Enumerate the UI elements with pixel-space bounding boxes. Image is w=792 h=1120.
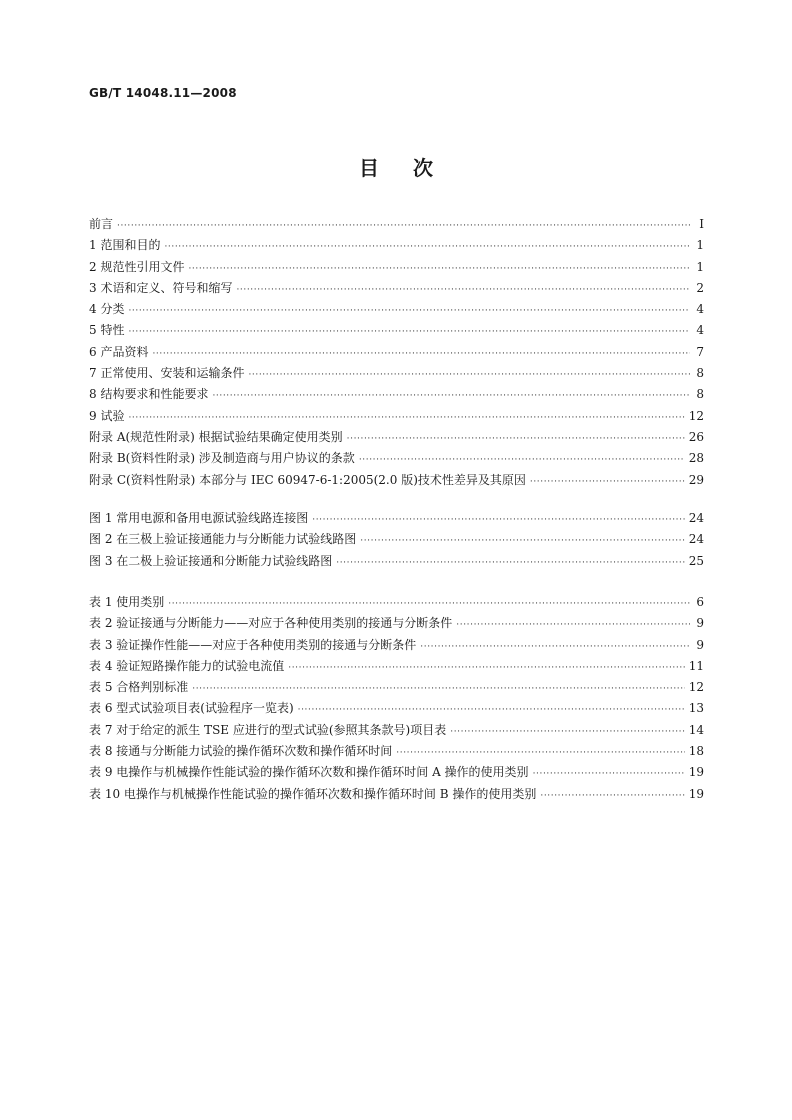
dot-leader bbox=[152, 344, 690, 365]
toc-entry[interactable] bbox=[89, 784, 704, 805]
dot-leader bbox=[117, 216, 690, 237]
toc-entry[interactable] bbox=[89, 551, 704, 572]
toc-entry[interactable] bbox=[89, 299, 704, 320]
toc-entry-page: 9 bbox=[696, 637, 704, 652]
toc-entry[interactable] bbox=[89, 529, 704, 550]
dot-leader bbox=[212, 386, 690, 407]
toc-entry-page: 13 bbox=[688, 701, 704, 716]
toc-entry[interactable] bbox=[89, 592, 704, 613]
dot-leader bbox=[288, 658, 684, 679]
toc-entry[interactable] bbox=[89, 656, 704, 677]
dot-leader bbox=[359, 450, 685, 471]
toc-entry[interactable] bbox=[89, 427, 704, 448]
dot-leader bbox=[456, 615, 690, 636]
toc-entry-title: 9 试验 bbox=[89, 408, 125, 423]
toc-entry[interactable] bbox=[89, 214, 704, 235]
toc-entry-title: 4 分类 bbox=[89, 302, 125, 317]
toc-entry[interactable] bbox=[89, 406, 704, 427]
toc-entry-page: 19 bbox=[688, 786, 704, 801]
toc-entry-title: 表 1 使用类别 bbox=[89, 595, 165, 609]
toc-entry-title: 表 2 验证接通与分断能力——对应于各种使用类别的接通与分断条件 bbox=[89, 616, 453, 631]
toc-entry-title: 表 5 合格判别标准 bbox=[89, 680, 189, 695]
dot-leader bbox=[360, 531, 684, 552]
toc-tables bbox=[89, 592, 704, 805]
toc-entry[interactable] bbox=[89, 613, 704, 634]
toc-entry[interactable] bbox=[89, 278, 704, 299]
dot-leader bbox=[168, 594, 690, 615]
toc-entry-title: 表 8 接通与分断能力试验的操作循环次数和操作循环时间 bbox=[89, 744, 393, 759]
toc-entry-title: 表 9 电操作与机械操作性能试验的操作循环次数和操作循环时间 A 操作的使用类别 bbox=[89, 765, 529, 780]
toc-entry-page: 24 bbox=[688, 532, 704, 547]
toc-entry-page: 8 bbox=[696, 387, 704, 402]
toc-entry-page: 1 bbox=[696, 238, 704, 253]
toc-entry-page: 8 bbox=[696, 366, 704, 381]
toc-entry-title: 附录 B(资料性附录) 涉及制造商与用户协议的条款 bbox=[89, 451, 355, 466]
toc-entry-title: 表 3 验证操作性能——对应于各种使用类别的接通与分断条件 bbox=[89, 637, 417, 652]
toc-entry-page: Ⅰ bbox=[699, 217, 704, 231]
toc-entry-title: 图 2 在三极上验证接通能力与分断能力试验线路图 bbox=[89, 532, 357, 547]
toc-entry[interactable] bbox=[89, 470, 704, 491]
toc-entry-page: 24 bbox=[688, 511, 704, 525]
dot-leader bbox=[128, 322, 690, 343]
toc-entry[interactable] bbox=[89, 762, 704, 783]
toc-entry-title: 7 正常使用、安装和运输条件 bbox=[89, 366, 245, 381]
toc-entry-title: 图 1 常用电源和备用电源试验线路连接图 bbox=[89, 511, 309, 525]
toc-entry-title: 表 4 验证短路操作能力的试验电流值 bbox=[89, 658, 285, 673]
page-title: 目次 bbox=[359, 156, 467, 180]
toc-entry[interactable] bbox=[89, 342, 704, 363]
dot-leader bbox=[312, 510, 684, 531]
toc-entry-title: 2 规范性引用文件 bbox=[89, 259, 185, 274]
toc-entry[interactable] bbox=[89, 384, 704, 405]
toc-entry-page: 25 bbox=[688, 553, 704, 568]
dot-leader bbox=[336, 553, 684, 574]
toc-entry[interactable] bbox=[89, 698, 704, 719]
toc-chapters bbox=[89, 214, 704, 491]
toc-entry-title: 1 范围和目的 bbox=[89, 238, 161, 253]
toc-entry-page: 28 bbox=[688, 451, 704, 466]
dot-leader bbox=[188, 259, 690, 280]
toc-entry-page: 29 bbox=[688, 472, 704, 487]
toc-entry-page: 11 bbox=[688, 658, 704, 673]
toc-entry[interactable] bbox=[89, 741, 704, 762]
dot-leader bbox=[248, 365, 690, 386]
toc-entry-page: 19 bbox=[688, 765, 704, 780]
dot-leader bbox=[540, 786, 684, 807]
toc-entry-title: 8 结构要求和性能要求 bbox=[89, 387, 209, 402]
dot-leader bbox=[236, 280, 690, 301]
dot-leader bbox=[192, 679, 684, 700]
toc-entry-page: 4 bbox=[696, 323, 704, 338]
toc-entry-page: 7 bbox=[696, 344, 704, 359]
toc-entry-page: 12 bbox=[688, 680, 704, 695]
dot-leader bbox=[533, 764, 685, 785]
dot-leader bbox=[450, 722, 684, 743]
dot-leader bbox=[128, 301, 690, 322]
toc-entry[interactable] bbox=[89, 677, 704, 698]
toc-entry[interactable] bbox=[89, 235, 704, 256]
toc-entry[interactable] bbox=[89, 508, 704, 529]
toc-entry-title: 5 特性 bbox=[89, 323, 125, 338]
dot-leader bbox=[164, 237, 690, 258]
dot-leader bbox=[347, 429, 685, 450]
toc-entry-title: 图 3 在二极上验证接通和分断能力试验线路图 bbox=[89, 553, 333, 568]
toc-entry-page: 26 bbox=[688, 429, 704, 444]
toc-entry[interactable] bbox=[89, 635, 704, 656]
toc-entry-title: 附录 A(规范性附录) 根据试验结果确定使用类别 bbox=[89, 429, 343, 444]
standard-number: GB/T 14048.11—2008 bbox=[89, 86, 237, 100]
toc-entry-title: 表 10 电操作与机械操作性能试验的操作循环次数和操作循环时间 B 操作的使用类别 bbox=[89, 786, 537, 801]
toc-entry-page: 1 bbox=[696, 259, 704, 274]
toc-figures bbox=[89, 508, 704, 572]
toc-entry-page: 9 bbox=[696, 616, 704, 631]
toc-entry-title: 前言 bbox=[89, 217, 114, 231]
dot-leader bbox=[530, 472, 685, 493]
toc-entry[interactable] bbox=[89, 720, 704, 741]
toc-entry-page: 12 bbox=[688, 408, 704, 423]
dot-leader bbox=[128, 408, 684, 429]
toc-entry[interactable] bbox=[89, 257, 704, 278]
toc-entry-page: 18 bbox=[688, 744, 704, 759]
toc-entry[interactable] bbox=[89, 448, 704, 469]
toc-entry-title: 附录 C(资料性附录) 本部分与 IEC 60947-6-1:2005(2.0 版)技术性差异及其原因 bbox=[89, 472, 526, 487]
toc-entry-title: 表 7 对于给定的派生 TSE 应进行的型式试验(参照其条款号)项目表 bbox=[89, 722, 447, 737]
toc-entry[interactable] bbox=[89, 363, 704, 384]
dot-leader bbox=[420, 637, 690, 658]
toc-entry-title: 6 产品资料 bbox=[89, 344, 149, 359]
dot-leader bbox=[298, 700, 685, 721]
toc-entry-page: 4 bbox=[696, 302, 704, 317]
toc-entry-title: 3 术语和定义、符号和缩写 bbox=[89, 280, 233, 295]
toc-entry-page: 14 bbox=[688, 722, 704, 737]
toc-entry-title: 表 6 型式试验项目表(试验程序一览表) bbox=[89, 701, 294, 716]
dot-leader bbox=[396, 743, 684, 764]
toc-entry-page: 6 bbox=[696, 595, 704, 609]
toc-entry[interactable] bbox=[89, 320, 704, 341]
toc-entry-page: 2 bbox=[696, 280, 704, 295]
